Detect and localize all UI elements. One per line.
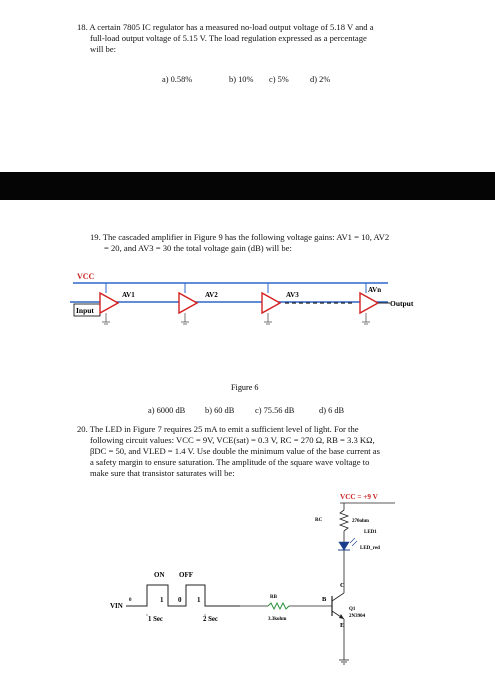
question-19-20-panel xyxy=(0,200,495,700)
square-wave-zero-left: 0 xyxy=(129,598,132,603)
q19-option-c: c) 75.56 dB xyxy=(255,406,295,415)
amp-label-3: AV3 xyxy=(286,291,299,299)
q19-line-2: = 20, and AV3 = 30 the total voltage gain (dB) will be: xyxy=(104,243,292,253)
on-label: ON xyxy=(154,571,165,579)
q20-line-3: βDC = 50, and VLED = 1.4 V. Use double the minimum value of the base current as xyxy=(90,446,380,456)
bit-3: 1 xyxy=(197,596,201,604)
q20-line-1: 20. The LED in Figure 7 requires 25 mA to emit a sufficient level of light. For the xyxy=(77,424,359,434)
time-2-sec: 2 Sec xyxy=(203,616,218,623)
q18-line-2: full-load output voltage of 5.15 V. The load regulation expressed as a percentage xyxy=(90,33,367,43)
vin-label: VIN xyxy=(110,602,123,610)
rc-label: RC xyxy=(315,518,323,523)
bit-2: 0 xyxy=(178,596,182,604)
vcc-supply-label: VCC = +9 V xyxy=(340,493,378,501)
base-label: B xyxy=(322,596,327,603)
q19-option-a: a) 6000 dB xyxy=(148,406,186,415)
rb-value: 3.3kohm xyxy=(268,617,287,622)
q20-line-4: a safety margin to ensure saturation. The amplitude of the square wave voltage to xyxy=(90,457,370,467)
black-separator-band xyxy=(0,172,495,200)
q18-line-1: 18. A certain 7805 IC regulator has a measured no-load output voltage of 5.18 V and a xyxy=(77,22,374,32)
q18-option-c: c) 5% xyxy=(269,75,289,84)
rc-resistor xyxy=(340,510,348,531)
q20-line-2: following circuit values: VCC = 9V, VCE(sat) = 0.3 V, RC = 270 Ω, RB = 3.3 KΩ, xyxy=(90,435,375,445)
led-symbol xyxy=(338,538,357,550)
transistor-type: 2N3904 xyxy=(349,614,366,619)
q18-option-d: d) 2% xyxy=(310,75,331,84)
question-18-panel xyxy=(0,0,495,172)
q19-option-b: b) 60 dB xyxy=(205,406,235,415)
rb-resistor xyxy=(268,603,289,609)
rc-value: 270ohm xyxy=(352,519,369,524)
time-1-sec: 1 Sec xyxy=(148,616,163,623)
led-transistor-circuit xyxy=(0,200,495,700)
amp-label-1: AV1 xyxy=(122,291,135,299)
q19-option-d: d) 6 dB xyxy=(319,406,345,415)
off-label: OFF xyxy=(179,571,193,579)
q19-line-1: 19. The cascaded amplifier in Figure 9 has the following voltage gains: AV1 = 10, AV2 xyxy=(90,232,390,242)
collector-label: C xyxy=(340,582,345,589)
emitter-label: E xyxy=(340,622,345,629)
input-label: Input xyxy=(76,306,94,315)
square-wave xyxy=(126,585,240,606)
led-label: LED1 xyxy=(364,530,377,535)
vcc-label: VCC xyxy=(77,272,95,281)
bit-1: 1 xyxy=(160,596,164,604)
output-label: Output xyxy=(390,299,414,308)
amp-label-2: AV2 xyxy=(205,291,218,299)
transistor-label: Q1 xyxy=(349,607,356,612)
q18-option-b: b) 10% xyxy=(229,75,254,84)
led-type: LED_red xyxy=(360,546,380,551)
rb-label: RB xyxy=(270,595,277,600)
q18-line-3: will be: xyxy=(90,44,117,54)
q18-option-a: a) 0.58% xyxy=(162,75,193,84)
figure-caption: Figure 6 xyxy=(231,383,259,392)
amp-label-n: AVn xyxy=(368,286,382,294)
q20-line-5: make sure that transistor saturates will be: xyxy=(90,468,235,478)
